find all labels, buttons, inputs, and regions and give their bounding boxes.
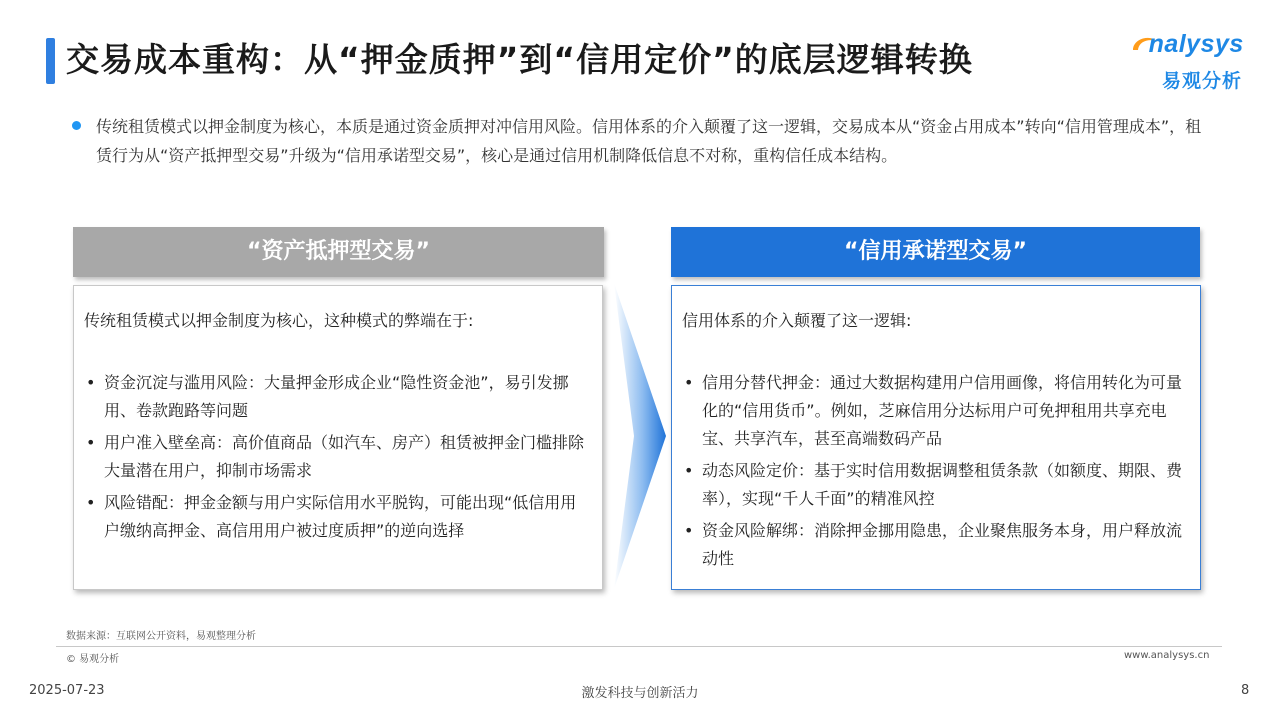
data-source: 数据来源：互联网公开资料，易观整理分析	[66, 631, 256, 642]
chevron-arrow-icon	[612, 283, 670, 589]
left-lead-text: 传统租赁模式以押金制度为核心，这种模式的弊端在于:	[84, 311, 474, 330]
right-lead-text: 信用体系的介入颠覆了这一逻辑:	[682, 311, 912, 330]
list-item	[682, 369, 1187, 453]
list-item	[84, 489, 584, 545]
title-accent-bar	[46, 38, 55, 84]
right-column-header: “信用承诺型交易”	[671, 227, 1200, 277]
right-content-box	[671, 285, 1201, 590]
bullet-icon: •	[684, 461, 694, 480]
page-title: 交易成本重构：从“押金质押”到“信用定价”的底层逻辑转换	[66, 40, 973, 79]
list-item-text: 风险错配：押金金额与用户实际信用水平脱钩，可能出现“低信用用户缴纳高押金、高信用用户被过度质押”的逆向选择	[104, 493, 577, 540]
bullet-icon: •	[86, 493, 96, 512]
report-date: 2025-07-23	[29, 683, 105, 698]
list-item	[84, 369, 584, 425]
intro-text: 传统租赁模式以押金制度为核心，本质是通过资金质押对冲信用风险。信用体系的介入颠覆了这一逻辑，交易成本从“资金占用成本”转向“信用管理成本”，租赁行为从“资产抵押型交易”升级为“信用承诺型交易”，核心是通过信用机制降低信息不对称，重构信任成本结构。	[96, 117, 1202, 165]
list-item-text: 资金风险解绑：消除押金挪用隐患，企业聚焦服务本身，用户释放流动性	[702, 521, 1183, 568]
left-column-header: “资产抵押型交易”	[73, 227, 604, 277]
analysys-logo	[1130, 30, 1260, 96]
logo-brand-cn: 易观分析	[1162, 70, 1243, 92]
bullet-icon: •	[684, 373, 694, 392]
intro-bullet-icon	[72, 121, 81, 130]
copyright: © 易观分析	[66, 654, 120, 665]
list-item-text: 动态风险定价：基于实时信用数据调整租赁条款（如额度、期限、费率），实现“千人千面”的精准风控	[702, 461, 1183, 508]
logo-wordmark	[1130, 30, 1244, 59]
page-number: 8	[1241, 683, 1250, 698]
logo-brand-en: nalysys	[1148, 30, 1244, 58]
list-item	[84, 429, 584, 485]
left-bullet-list	[84, 369, 584, 549]
list-item-text: 信用分替代押金：通过大数据构建用户信用画像，将信用转化为可量化的“信用货币”。例如，芝麻信用分达标用户可免押租用共享充电宝、共享汽车，甚至高端数码产品	[702, 373, 1183, 448]
website-link[interactable]: www.analysys.cn	[1124, 650, 1210, 661]
bullet-icon: •	[86, 373, 96, 392]
footer-slogan: 激发科技与创新活力	[581, 686, 699, 701]
bullet-icon: •	[86, 433, 96, 452]
footer-divider	[56, 646, 1222, 647]
bullet-icon: •	[684, 521, 694, 540]
list-item	[682, 457, 1187, 513]
left-content-box	[73, 285, 603, 590]
list-item	[682, 517, 1187, 573]
list-item-text: 用户准入壁垒高：高价值商品（如汽车、房产）租赁被押金门槛排除大量潜在用户，抑制市场需求	[104, 433, 585, 480]
list-item-text: 资金沉淀与滥用风险：大量押金形成企业“隐性资金池”，易引发挪用、卷款跑路等问题	[104, 373, 569, 420]
right-bullet-list	[682, 369, 1187, 577]
